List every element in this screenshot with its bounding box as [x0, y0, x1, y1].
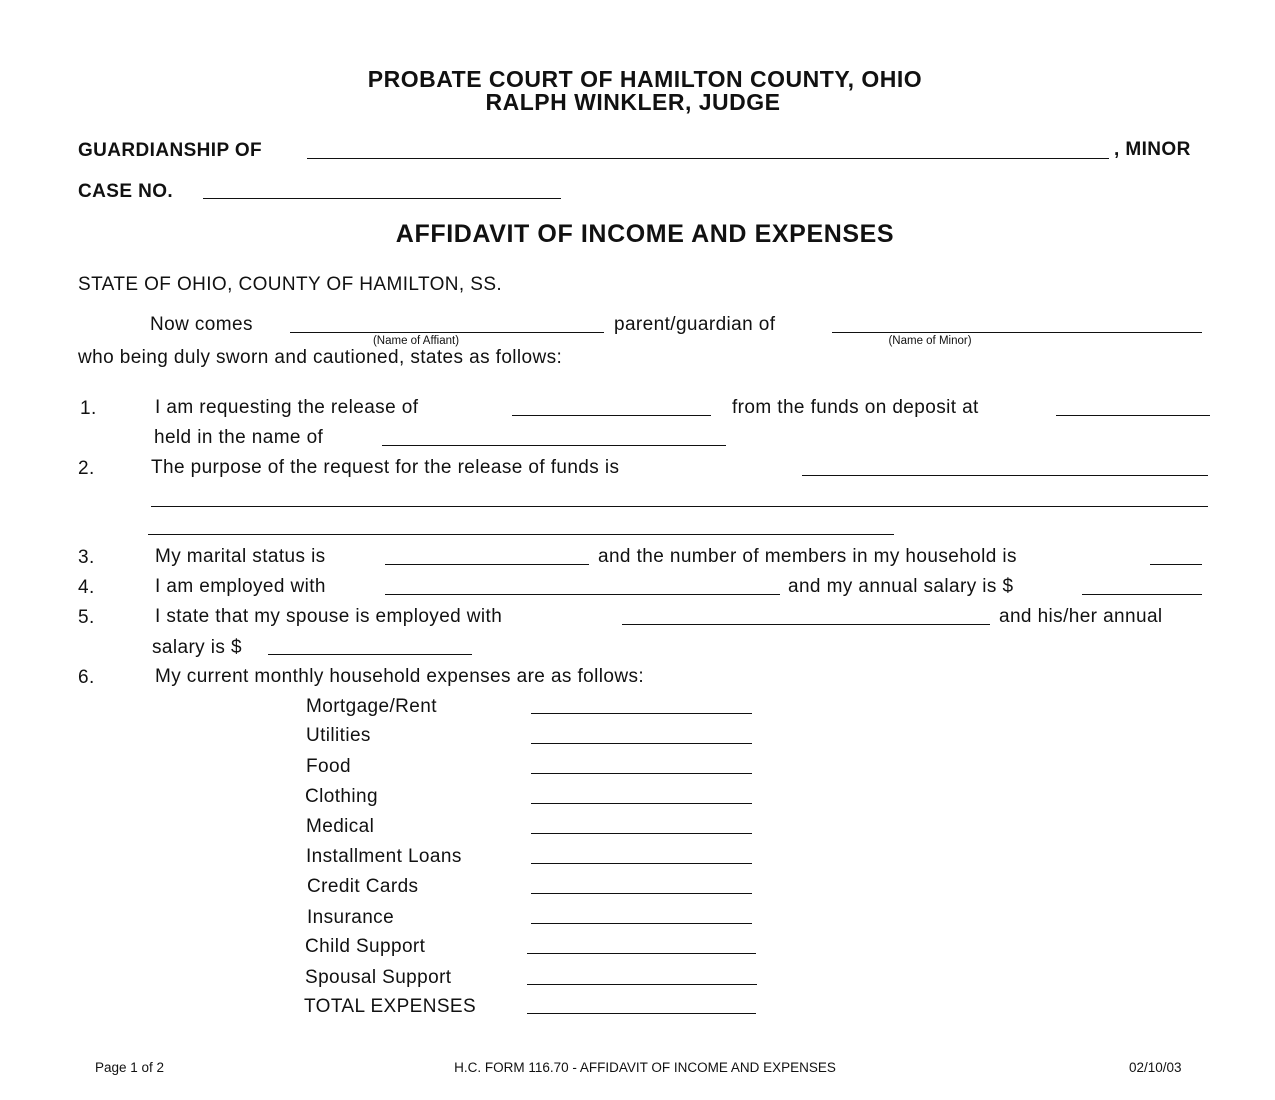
spouse-salary-field[interactable] [268, 654, 472, 655]
case-no-field[interactable] [203, 198, 561, 199]
expense-field-food[interactable] [531, 773, 752, 774]
expense-label-credit-cards: Credit Cards [307, 876, 419, 897]
expense-field-total[interactable] [527, 1013, 756, 1014]
deposit-location-field[interactable] [1056, 415, 1210, 416]
purpose-field-line-2[interactable] [151, 506, 1208, 507]
item-6-number: 6. [78, 667, 95, 688]
item-5-text-a: I state that my spouse is employed with [155, 606, 503, 627]
expense-field-spousal-support[interactable] [527, 984, 757, 985]
guardianship-field[interactable] [307, 158, 1109, 159]
item-5-number: 5. [78, 607, 95, 628]
item-2-number: 2. [78, 458, 95, 479]
expense-field-clothing[interactable] [531, 803, 752, 804]
minor-name-field[interactable] [832, 332, 1202, 333]
expense-label-installment-loans: Installment Loans [306, 846, 462, 867]
expense-field-installment-loans[interactable] [531, 863, 752, 864]
item-5-text-c: salary is $ [152, 637, 242, 658]
purpose-field-line-3[interactable] [148, 534, 894, 535]
expense-field-utilities[interactable] [531, 743, 752, 744]
affiant-caption: (Name of Affiant) [372, 335, 460, 347]
expense-label-child-support: Child Support [305, 936, 426, 957]
judge-name: RALPH WINKLER, JUDGE [485, 89, 781, 115]
item-4-text-a: I am employed with [155, 576, 326, 597]
affiant-name-field[interactable] [290, 332, 604, 333]
case-no-label: CASE NO. [78, 181, 174, 202]
item-6-text: My current monthly household expenses are as follows: [155, 666, 645, 687]
item-3-number: 3. [78, 547, 95, 568]
venue-statement: STATE OF OHIO, COUNTY OF HAMILTON, SS. [78, 274, 503, 295]
parent-guardian-text: parent/guardian of [614, 314, 776, 335]
item-1-text-c: held in the name of [154, 427, 324, 448]
footer-date: 02/10/03 [1129, 1060, 1182, 1075]
expense-label-clothing: Clothing [305, 786, 378, 807]
footer-form-name: H.C. FORM 116.70 - AFFIDAVIT OF INCOME AND EXPENSES [454, 1060, 836, 1075]
item-4-number: 4. [78, 577, 95, 598]
household-members-field[interactable] [1150, 564, 1202, 565]
held-in-name-field[interactable] [382, 445, 726, 446]
item-1-text-a: I am requesting the release of [155, 397, 419, 418]
document-title: AFFIDAVIT OF INCOME AND EXPENSES [395, 220, 895, 248]
expense-label-mortgage-rent: Mortgage/Rent [306, 696, 437, 717]
expense-label-utilities: Utilities [306, 725, 371, 746]
item-4-text-b: and my annual salary is $ [788, 576, 1014, 597]
item-2-text: The purpose of the request for the release of funds is [151, 457, 620, 478]
release-amount-field[interactable] [512, 415, 711, 416]
expense-label-medical: Medical [306, 816, 375, 837]
marital-status-field[interactable] [385, 564, 589, 565]
expense-label-food: Food [306, 756, 351, 777]
item-1-text-b: from the funds on deposit at [732, 397, 979, 418]
expense-field-child-support[interactable] [527, 953, 756, 954]
now-comes-text: Now comes [150, 314, 253, 335]
expense-label-insurance: Insurance [307, 907, 395, 928]
annual-salary-field[interactable] [1082, 594, 1202, 595]
minor-label: , MINOR [1114, 139, 1191, 160]
sworn-statement: who being duly sworn and cautioned, states as follows: [78, 347, 563, 368]
expense-field-mortgage-rent[interactable] [531, 713, 752, 714]
expense-field-credit-cards[interactable] [531, 893, 752, 894]
item-3-text-b: and the number of members in my household is [598, 546, 1017, 567]
expense-label-spousal-support: Spousal Support [305, 967, 452, 988]
item-1-number: 1. [80, 398, 97, 419]
spouse-employer-field[interactable] [622, 624, 990, 625]
footer-page-number: Page 1 of 2 [95, 1060, 165, 1075]
item-3-text-a: My marital status is [155, 546, 326, 567]
guardianship-label: GUARDIANSHIP OF [78, 140, 263, 161]
minor-caption: (Name of Minor) [888, 335, 972, 347]
court-name: PROBATE COURT OF HAMILTON COUNTY, OHIO [367, 66, 923, 92]
expense-label-total: TOTAL EXPENSES [304, 996, 477, 1017]
employer-field[interactable] [385, 594, 780, 595]
expense-field-insurance[interactable] [531, 923, 752, 924]
purpose-field-line-1[interactable] [802, 475, 1208, 476]
item-5-text-b: and his/her annual [999, 606, 1163, 627]
expense-field-medical[interactable] [531, 833, 752, 834]
